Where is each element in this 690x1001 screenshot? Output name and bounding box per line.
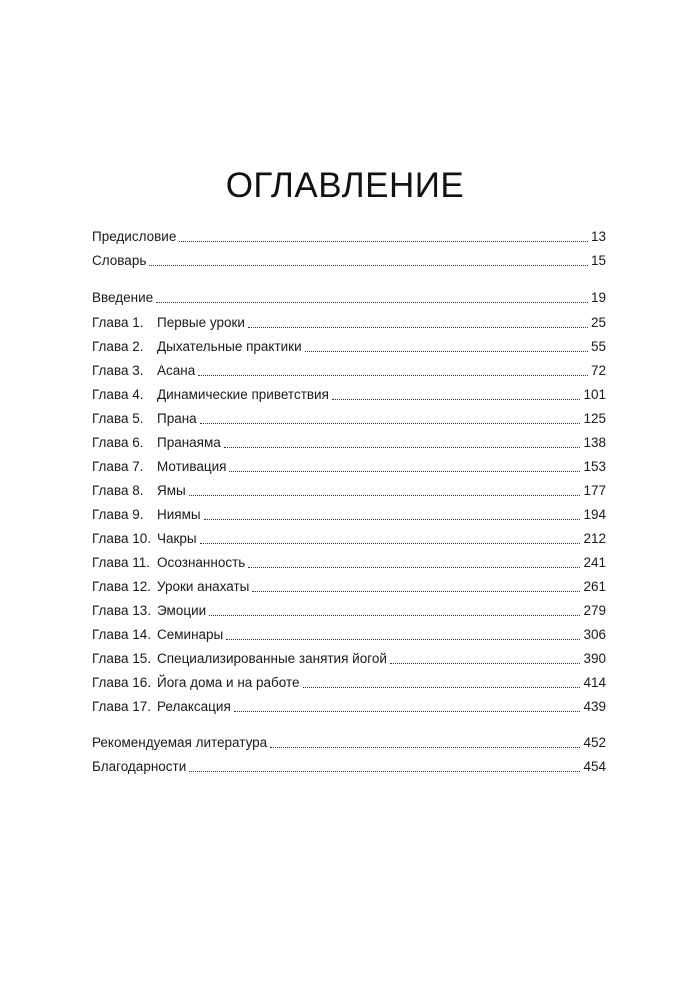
toc-entry-page: 72 [590,363,606,378]
chapter-title: Дыхательные практики [157,339,302,354]
dot-leader [156,301,588,303]
chapter-title: Уроки анахаты [157,579,250,594]
chapter-number: Глава 8. [92,483,144,498]
chapter-number: Глава 11. [92,555,150,570]
chapter-number: Глава 4. [92,387,144,402]
toc-chapter-2 [92,335,606,355]
chapter-title: Ямы [157,483,186,498]
chapter-number: Глава 6. [92,435,144,450]
chapter-number: Глава 17. [92,699,151,714]
toc-entry-page: 13 [590,229,606,244]
chapter-number: Глава 14. [92,627,151,642]
toc-entry-page: 19 [590,290,606,305]
dot-leader [390,662,581,664]
toc-entry-page: 177 [583,483,606,498]
toc-entry-label: Рекомендуемая литература [92,735,268,750]
dot-leader [224,446,581,448]
toc-entry-page: 306 [583,627,606,642]
toc-chapter-10 [92,527,606,547]
toc-chapter-9 [92,503,606,523]
chapter-title: Первые уроки [157,315,245,330]
toc-entry-page: 279 [583,603,606,618]
toc-entry-page: 452 [583,735,606,750]
chapter-number: Глава 9. [92,507,144,522]
toc-entry-page: 153 [583,459,606,474]
chapter-number: Глава 10. [92,531,151,546]
chapter-title: Чакры [157,531,197,546]
dot-leader [179,240,588,242]
toc-entry-page: 25 [590,315,606,330]
toc-entry-page: 138 [583,435,606,450]
toc-entry-introduction [92,286,606,306]
toc-entry-page: 390 [583,651,606,666]
dot-leader [226,638,580,640]
toc-chapter-7 [92,455,606,475]
dot-leader [229,470,580,472]
toc-chapter-6 [92,431,606,451]
dot-leader [198,374,588,376]
toc-entry-preface [92,225,606,245]
dot-leader [252,590,580,592]
table-of-contents [92,0,606,1001]
chapter-title: Ниямы [157,507,201,522]
toc-chapter-14 [92,623,606,643]
toc-chapter-3 [92,359,606,379]
toc-chapter-4 [92,383,606,403]
toc-entry-label: Словарь [92,253,147,268]
toc-entry-label: Благодарности [92,759,187,774]
dot-leader [200,422,581,424]
toc-entry-page: 454 [583,759,606,774]
dot-leader [270,746,580,748]
toc-entry-page: 101 [583,387,606,402]
chapter-title: Семинары [157,627,224,642]
dot-leader [332,398,581,400]
dot-leader [209,614,580,616]
dot-leader [248,566,580,568]
dot-leader [234,710,581,712]
chapter-number: Глава 16. [92,675,151,690]
dot-leader [305,350,588,352]
chapter-number: Глава 2. [92,339,144,354]
toc-chapter-11 [92,551,606,571]
chapter-number: Глава 12. [92,579,151,594]
chapter-number: Глава 7. [92,459,144,474]
toc-entry-label: Предисловие [92,229,177,244]
toc-entry-glossary [92,249,606,269]
toc-entry-page: 55 [590,339,606,354]
toc-chapter-15 [92,647,606,667]
chapter-title: Пранаяма [157,435,221,450]
chapter-number: Глава 5. [92,411,144,426]
chapter-title: Йога дома и на работе [157,675,300,690]
toc-chapter-1 [92,311,606,331]
page-title: ОГЛАВЛЕНИЕ [225,166,465,205]
chapter-title: Специализированные занятия йогой [157,651,387,666]
dot-leader [189,770,580,772]
dot-leader [204,518,581,520]
toc-entry-page: 15 [590,253,606,268]
chapter-title: Релаксация [157,699,231,714]
chapter-number: Глава 13. [92,603,151,618]
toc-entry-page: 414 [583,675,606,690]
toc-entry-page: 439 [583,699,606,714]
toc-chapter-12 [92,575,606,595]
toc-chapter-5 [92,407,606,427]
chapter-title: Осознанность [157,555,246,570]
chapter-number: Глава 15. [92,651,151,666]
chapter-title: Прана [157,411,197,426]
dot-leader [248,326,588,328]
toc-entry-page: 261 [583,579,606,594]
toc-entry-recommended-reading [92,731,606,751]
dot-leader [200,542,581,544]
toc-entry-acknowledgements [92,755,606,775]
toc-entry-page: 241 [583,555,606,570]
toc-chapter-8 [92,479,606,499]
chapter-title: Мотивация [157,459,227,474]
toc-chapter-16 [92,671,606,691]
chapter-title: Динамические приветствия [157,387,329,402]
dot-leader [189,494,581,496]
chapter-title: Асана [157,363,196,378]
toc-chapter-13 [92,599,606,619]
chapter-number: Глава 1. [92,315,144,330]
dot-leader [303,686,581,688]
toc-entry-page: 194 [583,507,606,522]
toc-entry-page: 212 [583,531,606,546]
dot-leader [149,264,588,266]
toc-chapter-17 [92,695,606,715]
chapter-number: Глава 3. [92,363,144,378]
toc-entry-page: 125 [583,411,606,426]
toc-entry-label: Введение [92,290,154,305]
chapter-title: Эмоции [157,603,207,618]
